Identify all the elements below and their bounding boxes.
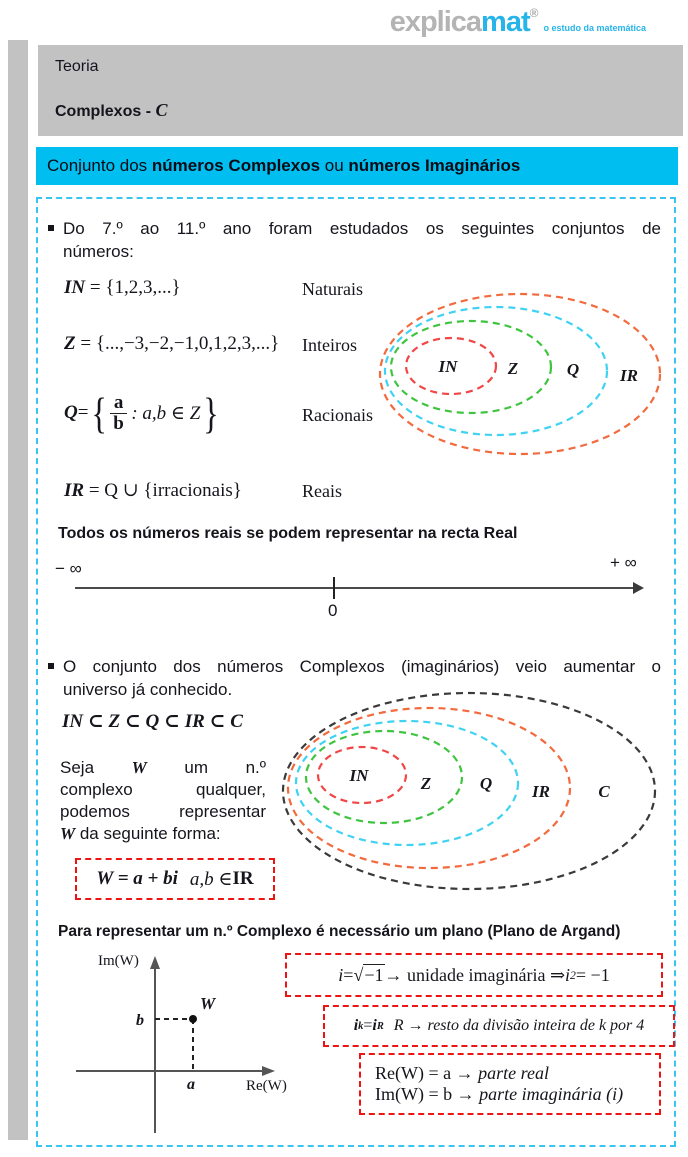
seja-word: Seja xyxy=(60,758,95,777)
seja-paragraph xyxy=(60,757,266,845)
i-power-box xyxy=(323,1005,675,1047)
re-line xyxy=(375,1063,549,1084)
argand-caption: Para representar um n.º Complexo é necessário um plano (Plano de Argand) xyxy=(58,923,621,940)
set-symbol-IR: IR xyxy=(64,480,85,501)
registered-mark-icon: ® xyxy=(529,6,539,20)
equals-minus-one: = −1 xyxy=(575,964,610,985)
banner-segment: ou xyxy=(320,156,349,175)
section-banner xyxy=(36,147,678,185)
venn-diagram-complex-sets xyxy=(281,689,663,897)
set-condition-Q: : a,b ∈ Z xyxy=(131,402,201,424)
set-symbol-Z: Z xyxy=(64,333,76,354)
set-definition-racionais xyxy=(64,385,222,441)
venn1-label-Q: Q xyxy=(566,360,580,379)
complex-set-symbol: C xyxy=(155,100,168,120)
neg-infinity-label: − ∞ xyxy=(55,559,82,578)
w-condition: a,b ∈ xyxy=(189,868,233,890)
reals-symbol: IR xyxy=(232,868,254,889)
bullet-2-line1: O conjunto dos números Complexos (imaginários) veio aumentar o xyxy=(63,657,661,676)
logo-tagline: o estudo da matemática xyxy=(543,23,646,33)
seja-line2: complexo qualquer, xyxy=(60,780,266,799)
w-definition-box xyxy=(75,858,275,900)
argand-plane xyxy=(60,949,300,1145)
set-eq-IR: = Q ∪ {irracionais} xyxy=(84,480,242,501)
set-symbol-Q: Q xyxy=(64,402,78,423)
im-line xyxy=(375,1084,623,1105)
venn1-label-Z: Z xyxy=(507,359,519,378)
set-definition-reais xyxy=(64,479,242,502)
real-number-line xyxy=(38,551,670,631)
im-description: parte imaginária (i) xyxy=(479,1084,624,1104)
im-axis-label: Im(W) xyxy=(98,953,139,969)
venn2-label-C: C xyxy=(598,782,610,801)
fraction-a-over-b xyxy=(110,393,128,434)
ellipse-Z xyxy=(391,321,551,413)
seja-line1 xyxy=(60,757,266,779)
set-name-racionais: Racionais xyxy=(302,405,373,425)
set-name-naturais: Naturais xyxy=(302,279,363,299)
seja-word: da seguinte forma: xyxy=(75,824,221,843)
set-inclusion-chain: IN ⊂ Z ⊂ Q ⊂ IR ⊂ C xyxy=(62,711,243,732)
set-symbol-IN: IN xyxy=(64,277,86,298)
i-symbol: i xyxy=(565,964,571,985)
set-definition-inteiros xyxy=(64,333,279,355)
i-symbol: i xyxy=(372,1017,377,1034)
i-symbol: i xyxy=(338,964,344,985)
header-subtitle-text: Complexos - xyxy=(55,103,156,120)
left-brace: { xyxy=(91,388,107,437)
seja-word: um n.º xyxy=(184,758,266,777)
zero-label: 0 xyxy=(328,601,338,620)
number-line-arrow-icon xyxy=(633,582,644,594)
bullet-1-line1: Do 7.º ao 11.º ano foram estudados os seguintes conjuntos de xyxy=(63,219,661,238)
logo-text-gray: explica xyxy=(389,6,482,38)
re-label: Re(W) = a → xyxy=(375,1063,479,1083)
pos-infinity-label: + ∞ xyxy=(610,553,637,572)
remainder-note: R → resto da divisão inteira de k por 4 xyxy=(393,1017,645,1034)
banner-segment-bold: números Complexos xyxy=(151,156,321,175)
set-name-inteiros: Inteiros xyxy=(302,335,357,355)
equals: = xyxy=(363,1017,373,1034)
venn2-label-Z: Z xyxy=(420,774,432,793)
w-equation: W = a + bi xyxy=(96,868,178,889)
x-axis-arrow-icon xyxy=(262,1066,275,1076)
seja-line3: podemos representar xyxy=(60,802,266,821)
w-symbol: W xyxy=(60,824,76,843)
banner-segment: Conjunto dos xyxy=(47,156,152,175)
venn2-label-Q: Q xyxy=(479,774,493,793)
re-im-box xyxy=(359,1053,661,1115)
w-point-label: W xyxy=(200,994,216,1013)
venn1-label-IR: IR xyxy=(620,366,638,385)
set-eq-sign-Q: = xyxy=(77,402,89,423)
sqrt-icon: √ xyxy=(353,964,364,985)
y-axis-arrow-icon xyxy=(150,956,160,969)
re-axis-label: Re(W) xyxy=(246,1078,287,1094)
set-eq-Z: = {...,−3,−2,−1,0,1,2,3,...} xyxy=(75,333,280,354)
logo-text-cyan: mat xyxy=(481,6,530,38)
left-margin-rail xyxy=(8,40,28,1140)
zero-tick xyxy=(333,577,335,599)
exponent-2: 2 xyxy=(570,968,576,982)
equals: = xyxy=(343,964,354,985)
header-box xyxy=(38,45,683,136)
explicamat-logo xyxy=(390,6,646,39)
ellipse-IR xyxy=(380,294,660,454)
re-description: parte real xyxy=(478,1063,549,1083)
bullet-1-line2: números: xyxy=(63,242,134,261)
i-symbol: i xyxy=(353,1017,359,1034)
exponent-k: k xyxy=(358,1020,364,1032)
exponent-R: R xyxy=(376,1020,384,1032)
header-title: Teoria xyxy=(55,58,99,75)
content-area xyxy=(36,197,676,1147)
bullet-2-line2: universo já conhecido. xyxy=(63,680,233,699)
ellipse-Z xyxy=(306,731,462,823)
right-brace: } xyxy=(203,388,219,437)
seja-line4 xyxy=(60,823,266,845)
im-label: Im(W) = b → xyxy=(375,1084,480,1104)
header-subtitle xyxy=(55,100,167,121)
venn1-label-IN: IN xyxy=(438,357,458,376)
fraction-numerator: a xyxy=(110,393,128,414)
banner-segment-bold: números Imaginários xyxy=(348,156,521,175)
venn2-label-IR: IR xyxy=(532,782,550,801)
b-label: b xyxy=(136,1012,144,1029)
set-name-reais: Reais xyxy=(302,481,342,501)
arrow-text: → unidade imaginária ⇒ xyxy=(384,964,566,985)
bullet-square-icon xyxy=(48,663,54,669)
number-line-axis xyxy=(75,587,635,589)
fraction-denominator: b xyxy=(113,412,124,434)
imaginary-unit-box xyxy=(285,953,663,997)
bullet-item-1 xyxy=(48,217,661,263)
a-label: a xyxy=(187,1076,195,1093)
radicand: −1 xyxy=(364,965,384,985)
venn2-label-IN: IN xyxy=(349,766,369,785)
w-symbol: W xyxy=(131,758,147,777)
point-w-dot xyxy=(189,1015,197,1023)
set-eq-IN: = {1,2,3,...} xyxy=(85,277,181,298)
bullet-1-text xyxy=(63,217,661,263)
set-definition-naturais xyxy=(64,277,181,299)
venn-diagram-number-sets xyxy=(375,287,667,463)
bullet-square-icon xyxy=(48,225,54,231)
recta-real-caption: Todos os números reais se podem representar na recta Real xyxy=(58,525,518,542)
